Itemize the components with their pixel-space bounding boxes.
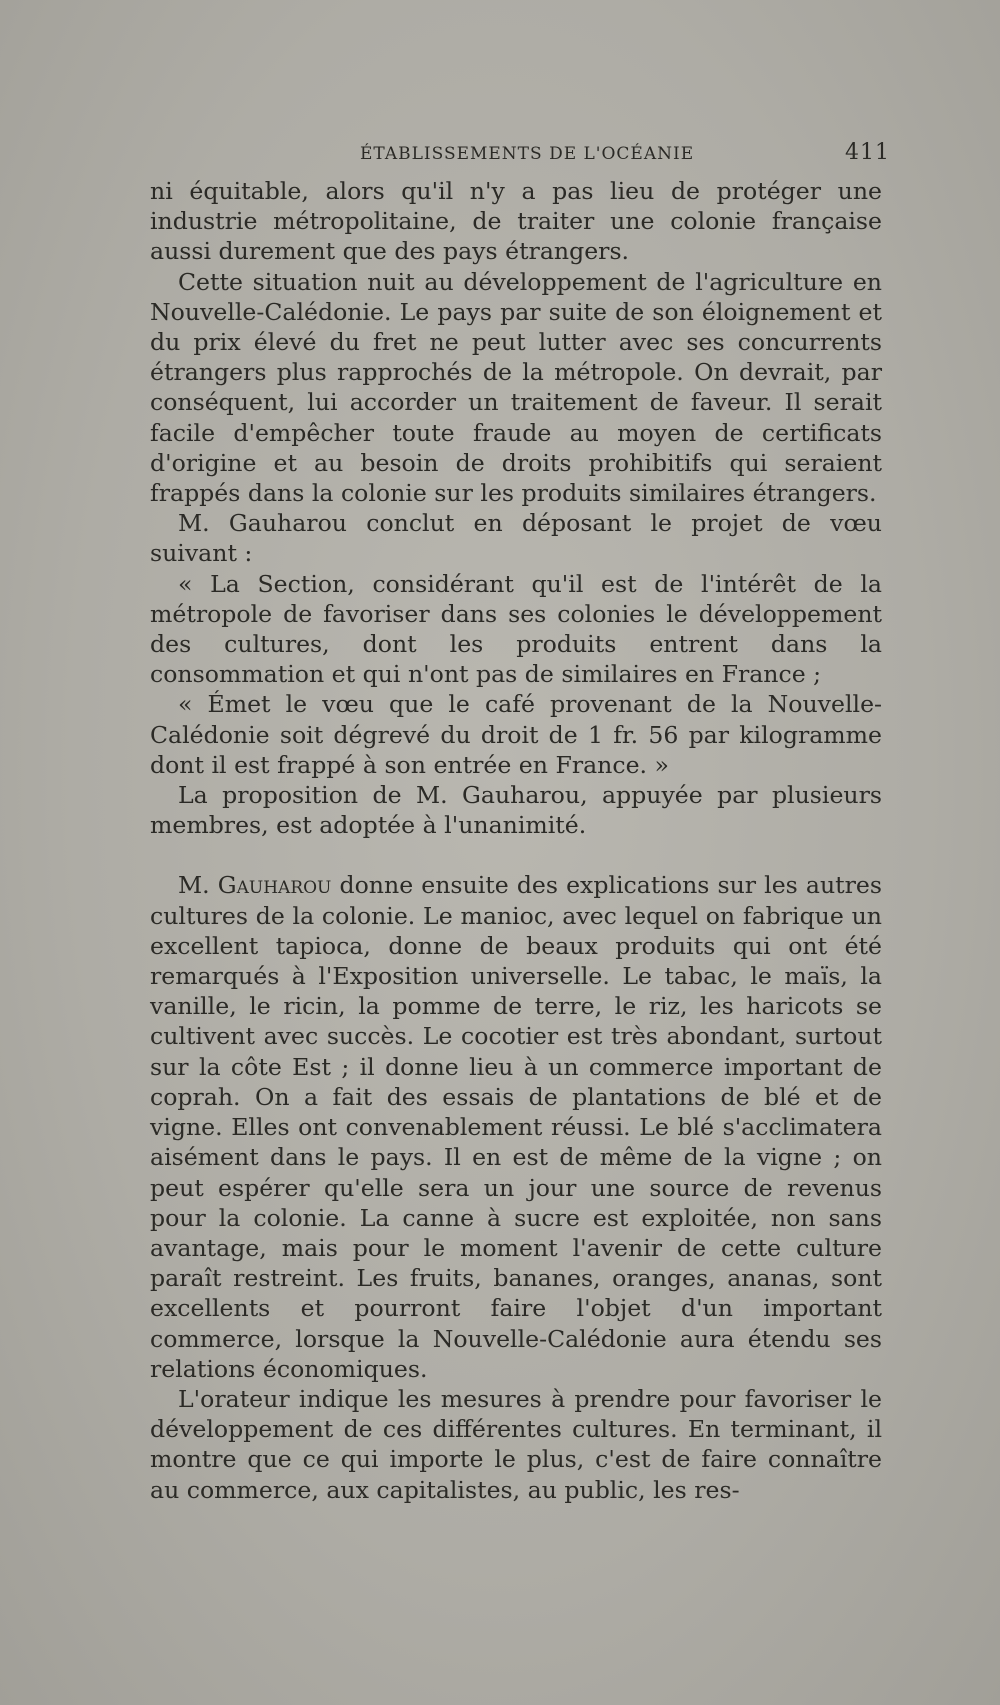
paragraph-6: La proposition de M. Gauharou, appuyée par plusieurs membres, est adoptée à l'unanimité.	[150, 781, 882, 840]
paragraph-4: « La Section, considérant qu'il est de l'intérêt de la métropole de favoriser dans ses colonies le développement des cultures, dont les produits entrent dans la consommation et qui n'ont pas de similaires en France ;	[150, 569, 882, 689]
paragraph-1: ni équitable, alors qu'il n'y a pas lieu de protéger une industrie métropolitaine, de traiter une colonie française aussi durement que des pays étrangers.	[150, 177, 882, 266]
running-title: ÉTABLISSEMENTS DE L'OCÉANIE	[360, 144, 695, 164]
body-text	[150, 176, 882, 1505]
paragraph-8: L'orateur indique les mesures à prendre pour favoriser le développement de ces différentes cultures. En terminant, il montre que ce qui importe le plus, c'est de faire connaître au commerce, aux capitalistes, au public, les res-	[150, 1384, 882, 1504]
page-number: 411	[845, 140, 890, 165]
page-header	[150, 140, 890, 170]
paragraph-2: Cette situation nuit au développement de l'agriculture en Nouvelle-Calédonie. Le pays par suite de son éloignement et du prix élevé du fret ne peut lutter avec ses concurrents étrangers plus rapprochés de la métropole. On devrait, par conséquent, lui accorder un traitement de faveur. Il serait facile d'empêcher toute fraude au moyen de certificats d'origine et au besoin de droits prohibitifs qui seraient frappés dans la colonie sur les produits similaires étrangers.	[150, 267, 882, 508]
speaker-prefix: M.	[178, 871, 218, 900]
paragraph-7	[150, 870, 882, 1383]
paragraph-5: « Émet le vœu que le café provenant de la Nouvelle-Calédonie soit dégrevé du droit de 1 fr. 56 par kilogramme dont il est frappé à son entrée en France. »	[150, 690, 882, 779]
paragraph-3: M. Gauharou conclut en déposant le projet de vœu suivant :	[150, 509, 882, 568]
speaker-text: donne ensuite des explications sur les autres cultures de la colonie. Le manioc, avec lequel on fabrique un excellent tapioca, donne de beaux produits qui ont été remarqués à l'Exposition universelle. Le tabac, le maïs, la vanille, le ricin, la pomme de terre, le riz, les haricots se cultivent avec succès. Le cocotier est très abondant, surtout sur la côte Est ; il donne lieu à un commerce important de coprah. On a fait des essais de plantations de blé et de vigne. Elles ont convenablement réussi. Le blé s'acclimatera aisément dans le pays. Il en est de même de la vigne ; on peut espérer qu'elle sera un jour une source de revenus pour la colonie. La canne à sucre est exploitée, non sans avantage, mais pour le moment l'avenir de cette culture paraît restreint. Les fruits, bananes, oranges, ananas, sont excellents et pourront faire l'objet d'un important commerce, lorsque la Nouvelle-Calédonie aura étendu ses relations économiques.	[150, 871, 882, 1383]
speaker-name: Gauharou	[217, 871, 332, 900]
